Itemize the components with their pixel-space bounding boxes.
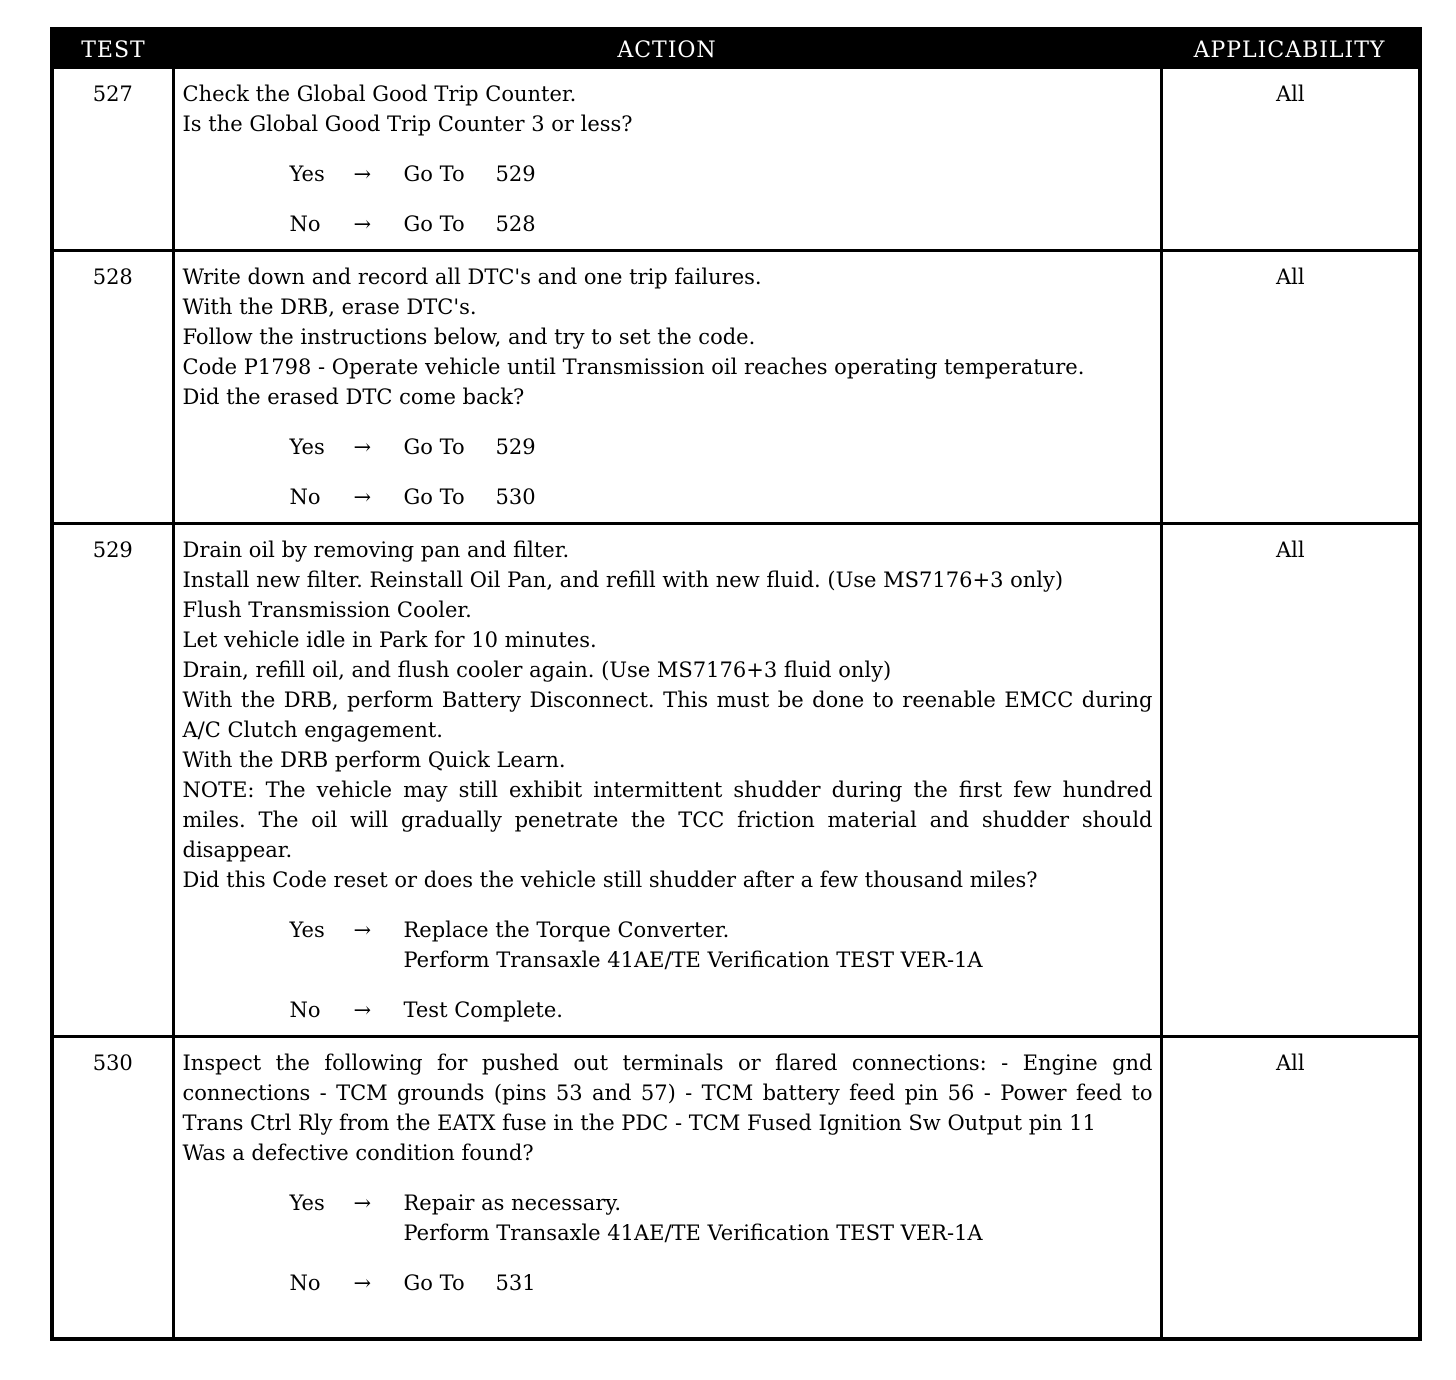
table-header bbox=[52, 29, 1420, 69]
action-text: Inspect the following for pushed out terminals or flared connections: - Engine gnd connections - TCM grounds (pins 53 and 57) - TCM battery feed pin 56 - Power feed to Trans Ctrl Rly from the EATX fuse in the PDC - TCM Fused Ignition Sw Output pin 11 bbox=[182, 1051, 1153, 1135]
action-text: With the DRB perform Quick Learn. bbox=[182, 748, 566, 772]
goto-target: 531 bbox=[495, 1271, 536, 1295]
outcome-label: Yes bbox=[289, 162, 325, 186]
outcome-result: Repair as necessary. bbox=[403, 1191, 622, 1215]
action-cell bbox=[173, 69, 1161, 251]
goto-text: Go To bbox=[403, 435, 465, 459]
diagnostic-test-table bbox=[50, 27, 1422, 1341]
action-cell bbox=[173, 1037, 1161, 1339]
action-text: Drain oil by removing pan and filter. bbox=[182, 538, 570, 562]
test-number: 527 bbox=[52, 69, 173, 251]
goto-text: Go To bbox=[403, 485, 465, 509]
column-header-applicability: APPLICABILITY bbox=[1161, 29, 1420, 69]
verification-reference: Perform Transaxle 41AE/TE Verification TEST VER-1A bbox=[403, 948, 983, 972]
goto-target: 529 bbox=[495, 435, 536, 459]
outcome-label: No bbox=[289, 998, 321, 1022]
note-text: NOTE: The vehicle may still exhibit intermittent shudder during the first few hundred miles. The oil will gradually penetrate the TCC friction material and shudder should disappear. bbox=[182, 778, 1153, 862]
test-number: 530 bbox=[52, 1037, 173, 1339]
outcome-yes bbox=[290, 159, 1153, 189]
test-number: 528 bbox=[52, 251, 173, 524]
action-text: Let vehicle idle in Park for 10 minutes. bbox=[182, 628, 597, 652]
diagnostic-test-table-container bbox=[50, 27, 1418, 1341]
outcome-no bbox=[290, 1268, 1153, 1298]
outcome-yes bbox=[290, 915, 1153, 975]
right-arrow-icon: → bbox=[353, 1191, 372, 1215]
goto-target: 529 bbox=[495, 162, 536, 186]
action-text: Flush Transmission Cooler. bbox=[182, 598, 472, 622]
table-row bbox=[52, 524, 1420, 1037]
goto-target: 530 bbox=[495, 485, 536, 509]
outcome-label: Yes bbox=[289, 1191, 325, 1215]
goto-text: Go To bbox=[403, 1271, 465, 1295]
goto-target: 528 bbox=[495, 212, 536, 236]
action-text: Write down and record all DTC's and one trip failures. bbox=[182, 265, 762, 289]
right-arrow-icon: → bbox=[353, 212, 372, 236]
column-header-action: ACTION bbox=[173, 29, 1161, 69]
right-arrow-icon: → bbox=[353, 162, 372, 186]
action-text: Code P1798 - Operate vehicle until Transmission oil reaches operating temperature. bbox=[182, 355, 1085, 379]
action-question: Was a defective condition found? bbox=[182, 1141, 534, 1165]
action-text: With the DRB, erase DTC's. bbox=[182, 295, 477, 319]
outcome-label: No bbox=[289, 1271, 321, 1295]
table-row bbox=[52, 1037, 1420, 1339]
table-row bbox=[52, 251, 1420, 524]
applicability-value: All bbox=[1161, 251, 1420, 524]
action-question: Did the erased DTC come back? bbox=[182, 385, 525, 409]
action-question: Did this Code reset or does the vehicle still shudder after a few thousand miles? bbox=[182, 868, 1038, 892]
action-text: With the DRB, perform Battery Disconnect. This must be done to reenable EMCC during A/C Clutch engagement. bbox=[182, 688, 1153, 742]
action-text: Check the Global Good Trip Counter. bbox=[182, 82, 577, 106]
outcome-label: Yes bbox=[289, 918, 325, 942]
action-text: Follow the instructions below, and try to set the code. bbox=[182, 325, 756, 349]
right-arrow-icon: → bbox=[353, 998, 372, 1022]
applicability-value: All bbox=[1161, 524, 1420, 1037]
right-arrow-icon: → bbox=[353, 918, 372, 942]
outcome-result: Test Complete. bbox=[403, 998, 563, 1022]
test-number: 529 bbox=[52, 524, 173, 1037]
table-row bbox=[52, 69, 1420, 251]
right-arrow-icon: → bbox=[353, 485, 372, 509]
outcome-result: Replace the Torque Converter. bbox=[403, 918, 730, 942]
action-text: Install new filter. Reinstall Oil Pan, and refill with new fluid. (Use MS7176+3 only) bbox=[182, 568, 1064, 592]
right-arrow-icon: → bbox=[353, 1271, 372, 1295]
right-arrow-icon: → bbox=[353, 435, 372, 459]
outcome-label: No bbox=[289, 485, 321, 509]
goto-text: Go To bbox=[403, 212, 465, 236]
action-cell bbox=[173, 524, 1161, 1037]
action-cell bbox=[173, 251, 1161, 524]
outcome-no bbox=[290, 995, 1153, 1025]
verification-reference: Perform Transaxle 41AE/TE Verification TEST VER-1A bbox=[403, 1221, 983, 1245]
goto-text: Go To bbox=[403, 162, 465, 186]
outcome-label: Yes bbox=[289, 435, 325, 459]
outcome-label: No bbox=[289, 212, 321, 236]
outcome-no bbox=[290, 482, 1153, 512]
action-question: Is the Global Good Trip Counter 3 or less? bbox=[182, 112, 633, 136]
applicability-value: All bbox=[1161, 69, 1420, 251]
outcome-yes bbox=[290, 432, 1153, 462]
column-header-test: TEST bbox=[52, 29, 173, 69]
applicability-value: All bbox=[1161, 1037, 1420, 1339]
outcome-no bbox=[290, 209, 1153, 239]
outcome-yes bbox=[290, 1188, 1153, 1248]
action-text: Drain, refill oil, and flush cooler again. (Use MS7176+3 fluid only) bbox=[182, 658, 892, 682]
